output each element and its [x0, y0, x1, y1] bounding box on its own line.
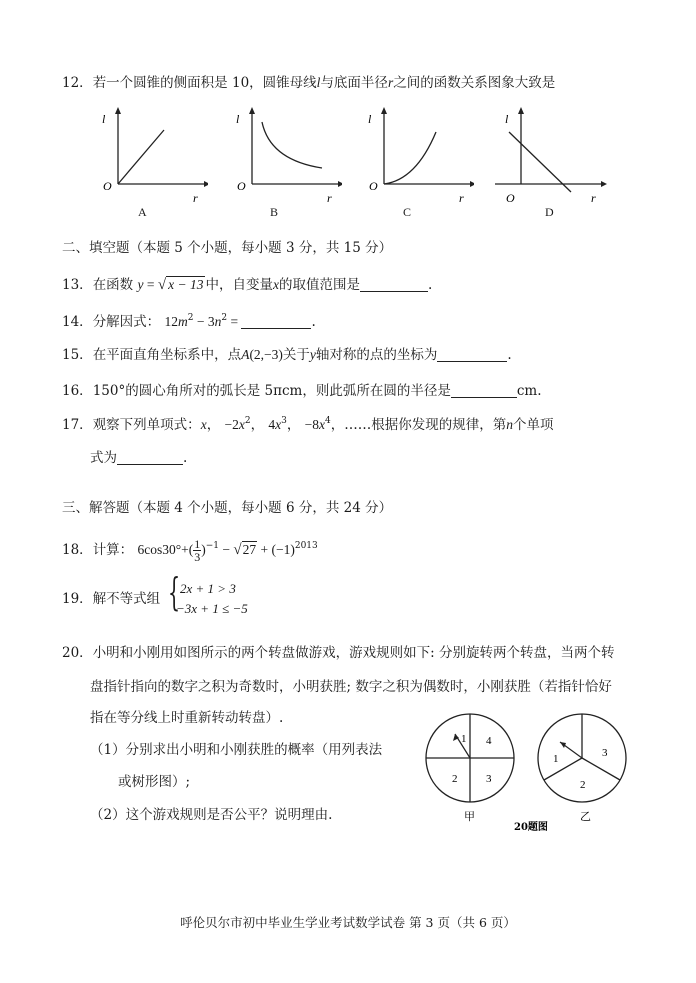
q20-line-1: 20．小明和小刚用如图所示的两个转盘做游戏，游戏规则如下: 分别旋转两个转盘，当两个转: [62, 645, 615, 661]
wheel-yi-num-1: 1: [553, 753, 559, 765]
wheel-jia-num-4: 4: [486, 735, 492, 747]
page-footer: 呼伦贝尔市初中毕业生学业考试数学试卷 第 3 页（共 6 页）: [180, 915, 516, 930]
graph-b-axis-x: r: [327, 191, 332, 205]
q19-stem: 19．解不等式组: [62, 591, 161, 607]
q14-answer-blank[interactable]: [241, 314, 311, 329]
q16-answer-blank[interactable]: [451, 383, 517, 398]
wheel-jia: [426, 714, 514, 823]
q15: 15．在平面直角坐标系中，点A(2,−3)关于y轴对称的点的坐标为 .: [62, 347, 512, 363]
graph-c-origin: O: [369, 179, 378, 193]
graph-d-axis-y: l: [505, 112, 509, 126]
graph-d-label: D: [545, 205, 554, 219]
graph-d-axis-x: r: [591, 191, 596, 205]
graph-c-axis-y: l: [368, 112, 372, 126]
q17-answer-blank[interactable]: [117, 450, 183, 465]
section-2-title: 二、填空题（本题 5 个小题，每小题 3 分，共 15 分）: [62, 240, 393, 256]
graph-b-axis-y: l: [236, 112, 240, 126]
wheel-yi-num-2: 2: [580, 779, 586, 791]
graph-b-origin: O: [237, 179, 246, 193]
graph-a-axis-x: r: [193, 191, 198, 205]
q20-line-2: 盘指针指向的数字之积为奇数时，小明获胜; 数字之积为偶数时，小刚获胜（若指针恰好: [90, 679, 612, 695]
q17-line-1: 17．观察下列单项式：x， $-2x^2$， $4x^3$， $-8x^4$，……根据你发现的规律，第n个单项: [62, 416, 554, 433]
q20-wheels-figure: [420, 706, 632, 838]
q12-stem: 12．若一个圆锥的侧面积是 10，圆锥母线l与底面半径r之间的函数关系图象大致是: [62, 75, 556, 91]
q18: 18．计算： 6cos30°+( $\frac{1}{3}$ )$^{-1} - √27 + (-1)^{2013}$: [62, 537, 318, 564]
wheel-yi-label: 乙: [580, 810, 591, 823]
q20-line-3: 指在等分线上时重新转动转盘）.: [90, 710, 284, 726]
graph-d-origin: O: [506, 191, 515, 205]
q16: 16．150°的圆心角所对的弧长是 5πcm，则此弧所在圆的半径是 cm.: [62, 383, 542, 399]
graph-a-label: A: [138, 205, 147, 219]
graph-option-a: [88, 102, 208, 222]
wheel-yi-num-3: 3: [602, 747, 608, 759]
q14: 14．分解因式： $12m^2 - 3n^2$ = .: [62, 313, 316, 330]
q17-line-2: 式为 .: [90, 450, 188, 466]
q20-sub-1a: （1）分别求出小明和小刚获胜的概率（用列表法: [90, 742, 383, 758]
wheel-jia-num-2: 2: [452, 773, 458, 785]
wheel-jia-num-1: 1: [461, 733, 467, 745]
figure-caption: 20题图: [514, 822, 548, 833]
q19-brace: {: [168, 570, 181, 614]
graph-c-axis-x: r: [459, 191, 464, 205]
q20-sub-1b: 或树形图）;: [118, 774, 191, 790]
q19-inequality-1: 2x + 1 > 3: [180, 581, 236, 596]
graph-b-label: B: [270, 205, 279, 219]
graph-option-b: [222, 102, 342, 222]
q15-answer-blank[interactable]: [437, 347, 507, 362]
q13-answer-blank[interactable]: [360, 277, 428, 292]
q20-sub-2: （2）这个游戏规则是否公平？说明理由.: [90, 807, 333, 823]
q13: 13．在函数 y = √ x − 13 中，自变量x的取值范围是 .: [62, 277, 433, 293]
wheel-jia-num-3: 3: [486, 773, 492, 785]
graph-a-origin: O: [103, 179, 112, 193]
graph-option-c: [354, 102, 474, 222]
graph-c-label: C: [403, 205, 412, 219]
wheel-yi: [538, 714, 626, 823]
q19-inequality-2: −3x + 1 ≤ −5: [176, 601, 248, 616]
wheel-jia-label: 甲: [464, 810, 475, 823]
graph-option-d: [487, 102, 607, 222]
section-3-title: 三、解答题（本题 4 个小题，每小题 6 分，共 24 分）: [62, 500, 393, 516]
graph-a-axis-y: l: [102, 112, 106, 126]
q18-fraction: $\frac{1}{3}$: [194, 537, 201, 564]
